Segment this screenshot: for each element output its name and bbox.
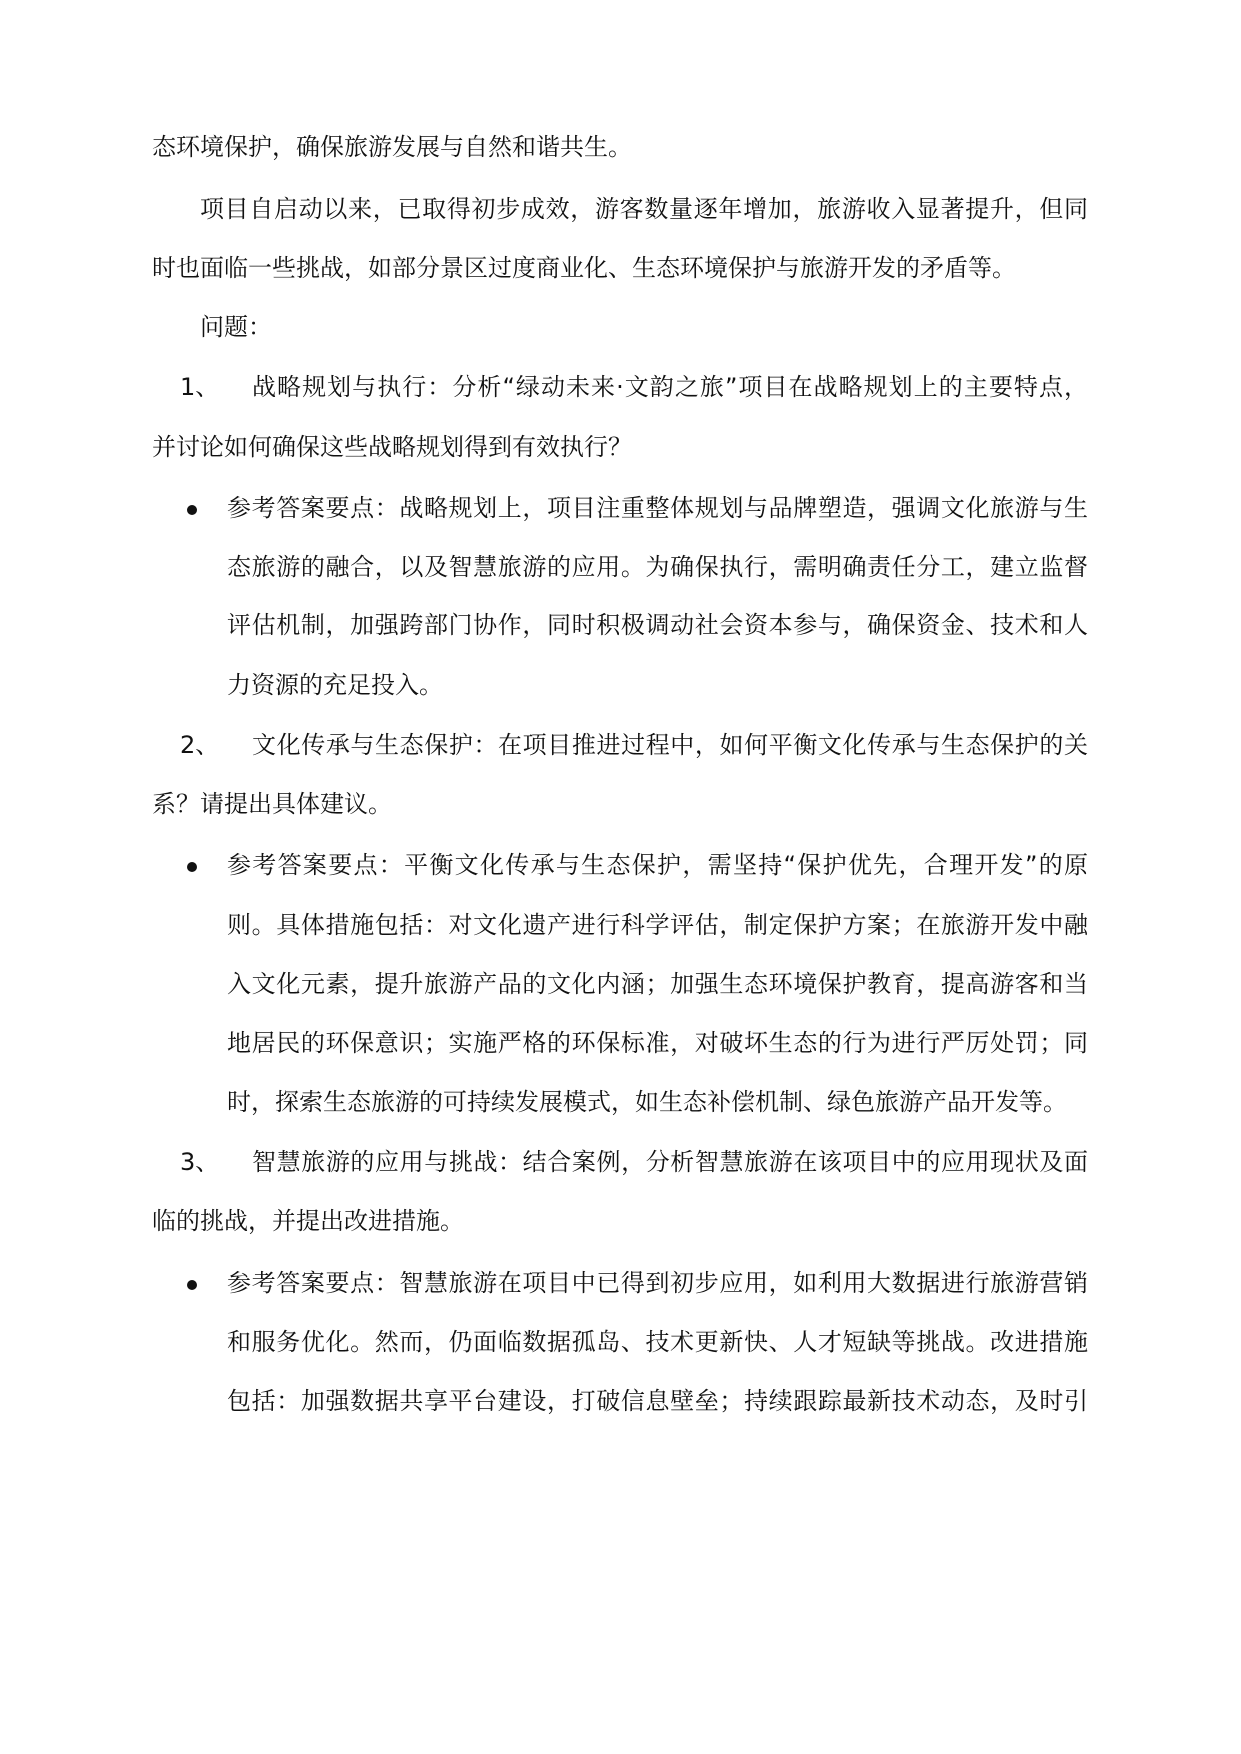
answer-line: 地居民的环保意识；实施严格的环保标准，对破坏生态的行为进行严厉处罚；同 xyxy=(227,1029,1088,1057)
answer-line: 入文化元素，提升旅游产品的文化内涵；加强生态环境保护教育，提高游客和当 xyxy=(227,970,1088,998)
bullet-icon xyxy=(187,862,197,872)
bullet-icon xyxy=(187,505,197,515)
bullet-icon xyxy=(187,1280,197,1290)
answer-line: 参考答案要点：平衡文化传承与生态保护，需坚持“保护优先，合理开发”的原 xyxy=(227,851,1088,879)
answer-line: 和服务优化。然而，仍面临数据孤岛、技术更新快、人才短缺等挑战。改进措施 xyxy=(227,1328,1088,1356)
question-number: 3、 xyxy=(180,1148,220,1176)
question-number: 2、 xyxy=(180,731,220,759)
question-text: 智慧旅游的应用与挑战：结合案例，分析智慧旅游在该项目中的应用现状及面 xyxy=(252,1148,1088,1176)
paragraph-line: 时也面临一些挑战，如部分景区过度商业化、生态环境保护与旅游开发的矛盾等。 xyxy=(152,254,1016,282)
question-number: 1、 xyxy=(180,373,220,401)
answer-line: 力资源的充足投入。 xyxy=(227,671,443,699)
question-text: 临的挑战，并提出改进措施。 xyxy=(152,1207,464,1235)
section-heading: 问题： xyxy=(200,313,272,341)
question-text: 文化传承与生态保护：在项目推进过程中，如何平衡文化传承与生态保护的关 xyxy=(252,731,1088,759)
answer-line: 包括：加强数据共享平台建设，打破信息壁垒；持续跟踪最新技术动态，及时引 xyxy=(227,1387,1088,1415)
answer-line: 评估机制，加强跨部门协作，同时积极调动社会资本参与，确保资金、技术和人 xyxy=(227,611,1088,639)
answer-line: 参考答案要点：智慧旅游在项目中已得到初步应用，如利用大数据进行旅游营销 xyxy=(227,1269,1088,1297)
answer-line: 则。具体措施包括：对文化遗产进行科学评估，制定保护方案；在旅游开发中融 xyxy=(227,911,1088,939)
question-text: 并讨论如何确保这些战略规划得到有效执行？ xyxy=(152,433,632,461)
question-text: 系？请提出具体建议。 xyxy=(152,790,392,818)
question-text: 战略规划与执行：分析“绿动未来·文韵之旅”项目在战略规划上的主要特点， xyxy=(252,373,1088,401)
answer-line: 时，探索生态旅游的可持续发展模式，如生态补偿机制、绿色旅游产品开发等。 xyxy=(227,1088,1067,1116)
paragraph-line: 项目自启动以来，已取得初步成效，游客数量逐年增加，旅游收入显著提升，但同 xyxy=(200,195,1088,223)
answer-line: 参考答案要点：战略规划上，项目注重整体规划与品牌塑造，强调文化旅游与生 xyxy=(227,494,1088,522)
answer-line: 态旅游的融合，以及智慧旅游的应用。为确保执行，需明确责任分工，建立监督 xyxy=(227,553,1088,581)
paragraph-line: 态环境保护，确保旅游发展与自然和谐共生。 xyxy=(152,133,632,161)
